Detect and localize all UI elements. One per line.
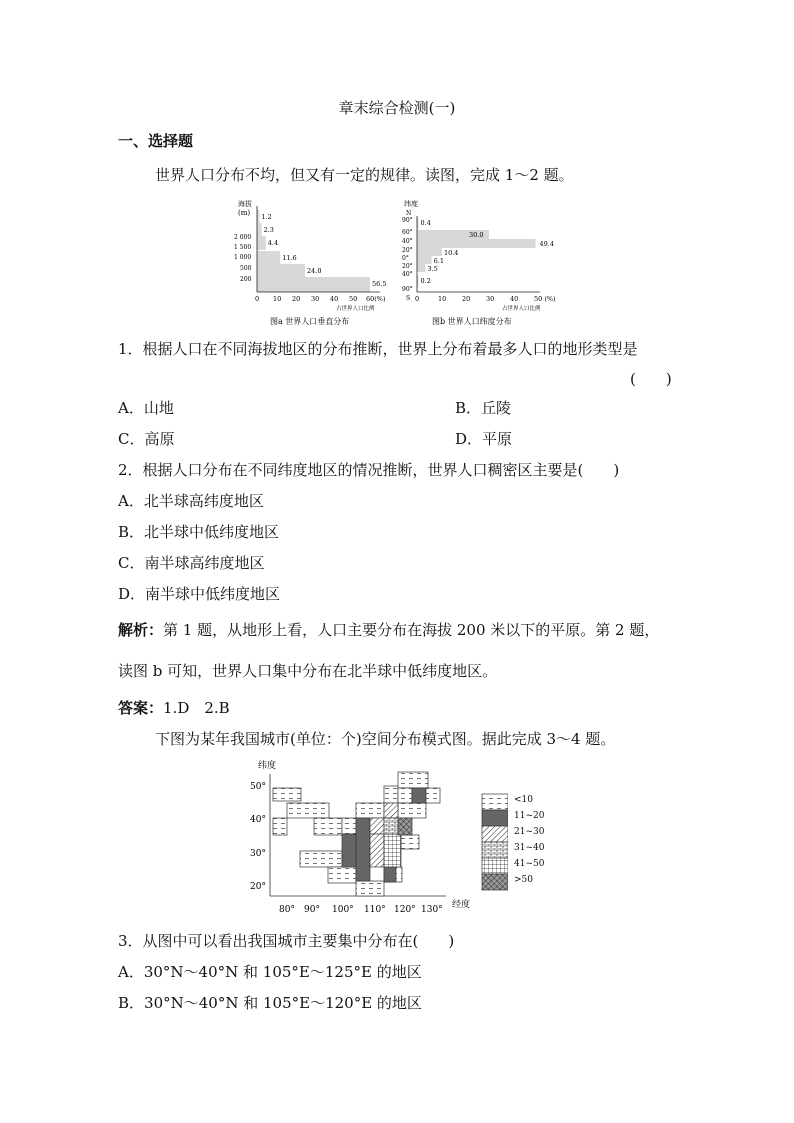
q1-option-a[interactable]: A．山地 [118, 399, 174, 417]
fig-b-bar [417, 239, 536, 248]
fig-a-xtick: 0 [255, 295, 260, 303]
fig-b-bars [417, 218, 554, 288]
q2-stem: 2．根据人口分布在不同纬度地区的情况推断，世界人口稠密区主要是( ) [118, 461, 620, 479]
fig-a-bar-label: 56.5 [372, 280, 387, 288]
map-lat-tick: 50° [250, 782, 266, 792]
q3-option-a[interactable]: A．30°N～40°N 和 105°E～125°E 的地区 [118, 963, 422, 981]
fig-a-ylabel: 海拔 [238, 200, 252, 208]
fig-a-yunit: (m) [238, 209, 251, 217]
fig-b-bar-label: 10.4 [443, 249, 459, 257]
analysis-text-1: 第 1 题，从地形上看，人口主要分布在海拔 200 米以下的平原。第 2 题， [163, 621, 660, 639]
q2-option-d[interactable]: D．南半球中低纬度地区 [118, 585, 281, 603]
fig-b-bar-label: 3.5 [427, 265, 438, 273]
legend-label: <10 [514, 795, 533, 805]
map-cells [273, 772, 440, 896]
fig-b-ytick: 90° [402, 286, 413, 293]
q1-option-c[interactable]: C．高原 [118, 430, 175, 448]
map-lon-tick: 80° [279, 905, 295, 914]
fig-b-north: N [406, 210, 412, 217]
fig-a-xtick: 30 [311, 295, 320, 303]
section-heading: 一、选择题 [118, 132, 194, 150]
fig-a-ytick: 1 000 [234, 254, 252, 261]
page-title: 章末综合检测(一) [338, 99, 456, 117]
legend-label: >50 [514, 875, 533, 885]
fig-a-bar [257, 223, 262, 237]
fig-b-ytick: 20° [402, 263, 413, 270]
fig-b-ytick: 40° [402, 271, 413, 278]
fig-a-bar [257, 236, 266, 250]
q2-option-a[interactable]: A．北半球高纬度地区 [118, 492, 264, 510]
fig-a-ytick: 2 000 [234, 234, 252, 241]
fig-a-bar-label: 24.0 [307, 267, 322, 275]
answer-line [118, 697, 230, 718]
legend-label: 21~30 [514, 827, 545, 837]
fig-a-xtick: 40 [330, 295, 339, 303]
figure-a-chart [228, 196, 398, 330]
fig-b-bar [417, 256, 432, 264]
fig-b-ytick: 0° [402, 255, 409, 262]
map-lat-tick: 40° [250, 815, 266, 825]
fig-a-bar-label: 11.6 [282, 254, 297, 262]
fig-b-ytick: 40° [402, 238, 413, 245]
fig-b-south: S [406, 295, 411, 302]
fig-b-ytick: 60° [402, 229, 413, 236]
fig-a-bar-label: 1.2 [261, 213, 272, 221]
map-lon-tick: 120° [394, 905, 416, 914]
fig-a-bar-label: 4.4 [267, 239, 279, 247]
fig-b-ytick: 20° [402, 247, 413, 254]
fig-b-bar [417, 264, 425, 272]
fig-a-ytick: 200 [240, 276, 252, 283]
fig-a-bar [257, 277, 370, 292]
q2-option-b[interactable]: B．北半球中低纬度地区 [118, 523, 280, 541]
q1-stem: 1．根据人口在不同海拔地区的分布推断，世界上分布着最多人口的地形类型是 [118, 340, 638, 358]
answer-text: 1.D 2.B [163, 699, 230, 717]
fig-a-xtick: 50 [349, 295, 358, 303]
fig-b-xtick: 20 [462, 295, 471, 303]
fig-a-bar-label: 2.3 [263, 226, 274, 234]
fig-a-xtick: 60(%) [366, 295, 386, 303]
fig-a-caption: 图a 世界人口垂直分布 [270, 317, 350, 326]
fig-b-xtick: 30 [486, 295, 495, 303]
map-lon-tick: 110° [364, 905, 386, 914]
fig-b-caption: 图b 世界人口纬度分布 [432, 317, 512, 326]
fig-b-xlabel: 占世界人口比例 [502, 306, 541, 312]
fig-a-xtick: 20 [292, 295, 301, 303]
legend-label: 41~50 [514, 859, 545, 869]
analysis-line-2: 读图 b 可知，世界人口集中分布在北半球中低纬度地区。 [118, 662, 498, 680]
figure-b-chart [400, 196, 560, 330]
map-lat-tick: 20° [250, 882, 266, 892]
fig-b-bar-label: 6.1 [433, 257, 444, 265]
fig-b-xtick: 40 [510, 295, 519, 303]
fig-b-xtick: 10 [438, 295, 447, 303]
q3-stem: 3．从图中可以看出我国城市主要集中分布在( ) [118, 932, 455, 950]
q1-option-b[interactable]: B．丘陵 [455, 399, 512, 417]
answer-label: 答案： [118, 699, 164, 717]
q1-paren: ( ) [630, 370, 672, 388]
map-ylabel: 纬度 [258, 761, 277, 771]
fig-b-bar [417, 248, 442, 256]
fig-b-bar-label: 30.0 [469, 231, 484, 239]
map-lon-tick: 100° [332, 905, 354, 914]
fig-b-ylabel: 纬度 [404, 200, 418, 208]
fig-a-bar [257, 264, 305, 278]
city-distribution-map [248, 756, 508, 914]
fig-a-xlabel: 占世界人口比例 [336, 306, 375, 312]
fig-b-bar-label: 0.4 [420, 219, 431, 227]
q1-option-d[interactable]: D．平原 [455, 430, 513, 448]
q3-option-b[interactable]: B．30°N～40°N 和 105°E～120°E 的地区 [118, 994, 422, 1012]
fig-a-bar [257, 251, 280, 265]
q2-option-c[interactable]: C．南半球高纬度地区 [118, 554, 265, 572]
analysis-line-1 [118, 619, 659, 640]
legend-label: 31~40 [514, 843, 545, 853]
fig-b-xtick: 50 (%) [534, 295, 556, 303]
map-legend [482, 794, 508, 890]
fig-b-bar-label: 0.2 [420, 277, 431, 285]
fig-a-ytick: 500 [240, 265, 252, 272]
map-xlabel: 经度 [452, 900, 471, 910]
fig-b-ytick: 90° [402, 217, 413, 224]
map-lon-tick: 90° [304, 905, 320, 914]
fig-b-xtick: 0 [415, 295, 420, 303]
fig-a-bars [257, 210, 386, 292]
map-lon-tick: 130° [421, 905, 443, 914]
legend-label: 11~20 [514, 811, 545, 821]
analysis-label: 解析： [118, 621, 164, 639]
fig-a-xtick: 10 [273, 295, 282, 303]
intro-text-1: 世界人口分布不均，但又有一定的规律。读图，完成 1～2 题。 [155, 166, 574, 184]
fig-b-bar-label: 49.4 [539, 240, 555, 248]
fig-a-ytick: 1 500 [234, 244, 252, 251]
intro-text-2: 下图为某年我国城市(单位：个)空间分布模式图。据此完成 3～4 题。 [155, 730, 616, 748]
map-lat-tick: 30° [250, 849, 266, 859]
